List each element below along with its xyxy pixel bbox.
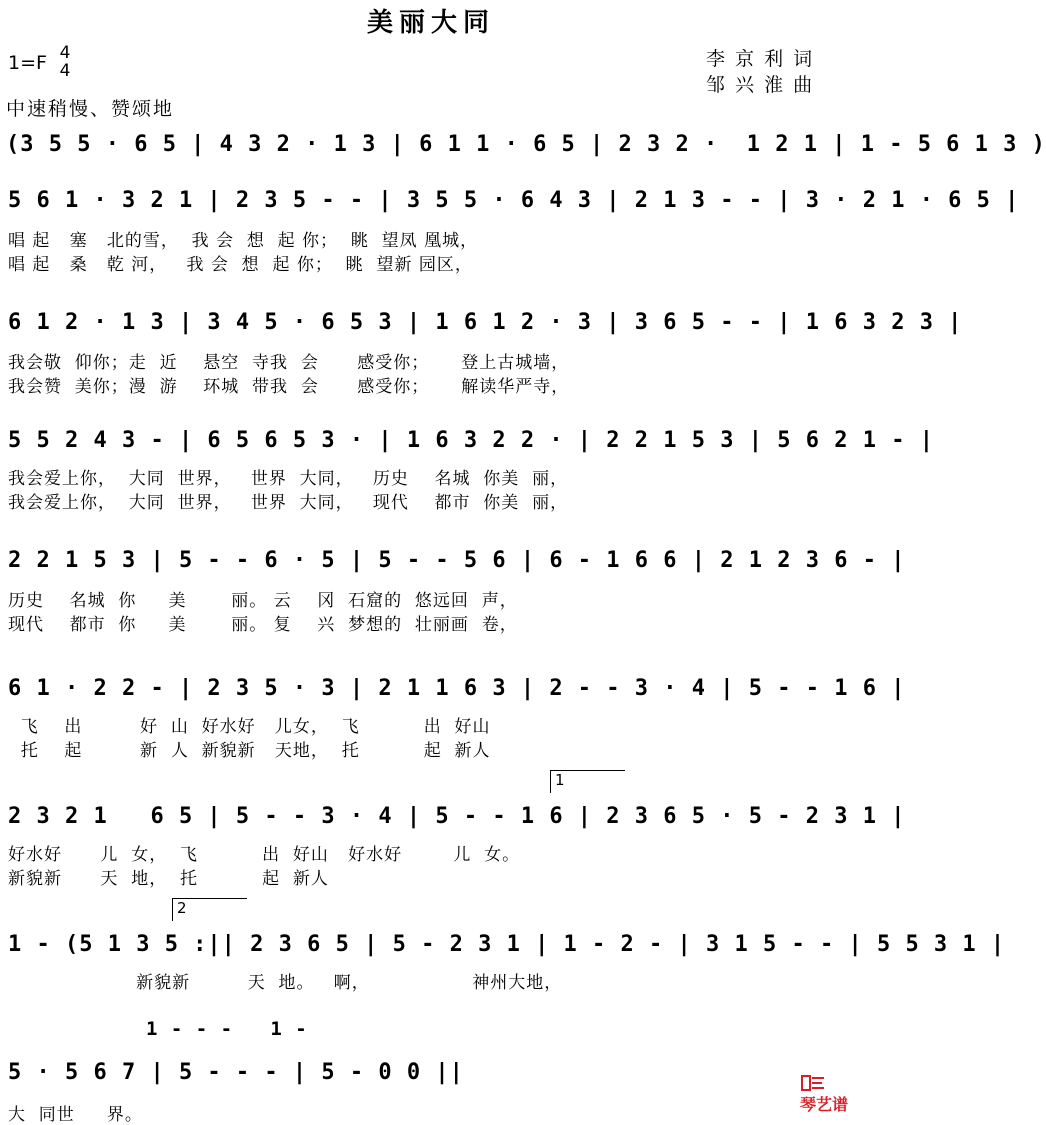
lyric-verse-2: 新貌新 天 地， 托 起 新人	[8, 869, 329, 889]
lyric-verse-1: 我会爱上你， 大同 世界， 世界 大同， 历史 名城 你美 丽，	[8, 469, 569, 489]
notes: 2 2 1 5 3 | 5 - - 6 · 5 | 5 - - 5 6 | 6 - 1 6 6 | 2 1 2 3 6 - |	[8, 548, 906, 573]
logo-icon	[800, 1074, 826, 1092]
notes: 5 5 2 4 3 - | 6 5 6 5 3 · | 1 6 3 2 2 · | 2 2 1 5 3 | 5 6 2 1 - |	[8, 428, 934, 453]
notes: 1 - (5 1 3 5 :|| 2 3 6 5 | 5 - 2 3 1 | 1 - 2 - | 3 1 5 - - | 5 5 3 1 |	[8, 932, 1006, 957]
volta-first-ending	[550, 770, 625, 793]
upper-voice-notes: 1 - - - 1 -	[146, 1018, 308, 1040]
lyric-verse-1: 大 同世 界。	[8, 1105, 143, 1125]
volta-number: 2	[177, 899, 187, 917]
lyric-verse-1: 新貌新 天 地。 啊， 神州大地，	[8, 973, 563, 993]
lyric-verse-1: 唱 起 塞 北的雪， 我 会 想 起 你； 眺 望凤 凰城，	[8, 231, 479, 251]
lyric-verse-1: 历史 名城 你 美 丽。 云 冈 石窟的 悠远回 声，	[8, 591, 518, 611]
notes: 6 1 2 · 1 3 | 3 4 5 · 6 5 3 | 1 6 1 2 · 3 | 3 6 5 - - | 1 6 3 2 3 |	[8, 310, 963, 335]
time-signature	[58, 44, 72, 80]
lyric-verse-1: 飞 出 好 山 好水好 儿女， 飞 出 好山	[8, 717, 491, 737]
meter-bottom: 4	[59, 61, 71, 81]
notes: 5 · 5 6 7 | 5 - - - | 5 - 0 0 ||	[8, 1060, 464, 1085]
lyric-verse-1: 我会敬 仰你；走 近 悬空 寺我 会 感受你； 登上古城墙，	[8, 353, 570, 373]
page-title: 美丽大同	[366, 8, 495, 38]
notes: 6 1 · 2 2 - | 2 3 5 · 3 | 2 1 1 6 3 | 2 - - 3 · 4 | 5 - - 1 6 |	[8, 676, 906, 701]
lyricist-credit: 李 京 利 词	[706, 48, 815, 70]
notes: 5 6 1 · 3 2 1 | 2 3 5 - - | 3 5 5 · 6 4 3 | 2 1 3 - - | 3 · 2 1 · 6 5 |	[8, 188, 1020, 213]
logo-text: 琴艺谱	[799, 1095, 848, 1114]
meter-top: 4	[59, 43, 71, 63]
composer-credit: 邹 兴 淮 曲	[706, 74, 815, 96]
tempo-marking: 中速稍慢、赞颂地	[6, 98, 175, 120]
volta-number: 1	[555, 771, 565, 789]
lyric-verse-2: 我会赞 美你；漫 游 环城 带我 会 感受你； 解读华严寺，	[8, 377, 570, 397]
notes: 2 3 2 1 6 5 | 5 - - 3 · 4 | 5 - - 1 6 | 2 3 6 5 · 5 - 2 3 1 |	[8, 804, 906, 829]
lyric-verse-2: 托 起 新 人 新貌新 天地， 托 起 新人	[8, 741, 491, 761]
key-signature: 1=F	[8, 52, 47, 74]
volta-second-ending	[172, 898, 247, 921]
lyric-verse-2: 我会爱上你， 大同 世界， 世界 大同， 现代 都市 你美 丽，	[8, 493, 569, 513]
lyric-verse-1: 好水好 儿 女， 飞 出 好山 好水好 儿 女。	[8, 845, 521, 865]
lyric-verse-2: 现代 都市 你 美 丽。 复 兴 梦想的 壮丽画 卷，	[8, 615, 518, 635]
site-logo	[789, 1054, 848, 1116]
notes: (3 5 5 · 6 5 | 4 3 2 · 1 3 | 6 1 1 · 6 5 | 2 3 2 · 1 2 1 | 1 - 5 6 1 3 )	[6, 132, 1046, 157]
lyric-verse-2: 唱 起 桑 乾 河， 我 会 想 起 你； 眺 望新 园区，	[8, 255, 473, 275]
